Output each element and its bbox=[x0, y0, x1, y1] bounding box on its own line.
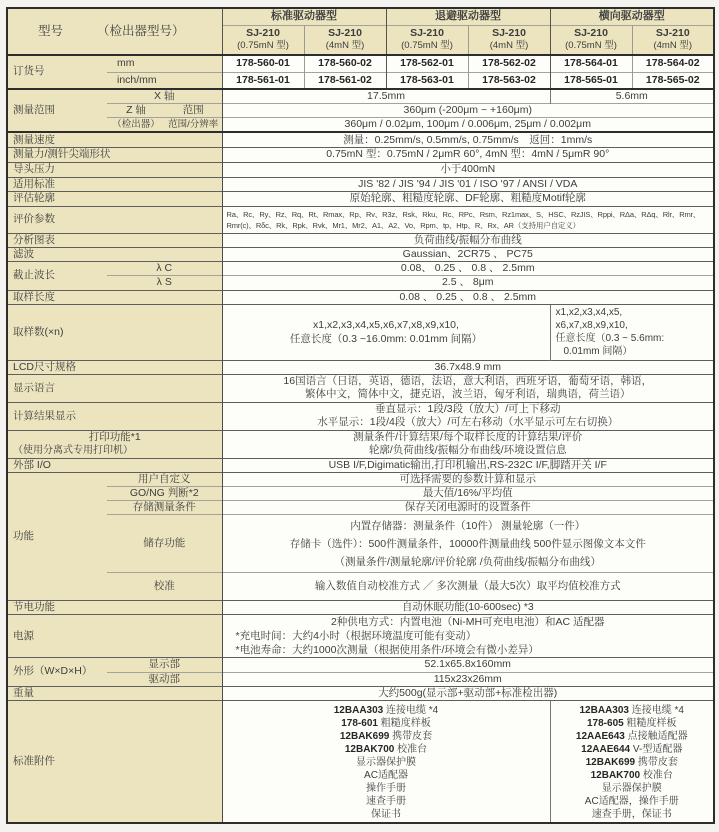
accessory-item bbox=[554, 795, 711, 808]
row-power bbox=[7, 615, 714, 658]
row-function-custom bbox=[7, 472, 714, 486]
sampling-number-trans-line3: 任意长度（0.3 ~ 5.6mm: bbox=[555, 333, 665, 345]
row-range-z-res bbox=[7, 118, 714, 133]
sampling-number-trans-line4: 0.01mm 间隔） bbox=[563, 346, 633, 358]
printing-value bbox=[222, 430, 714, 458]
order-label: 订货号 bbox=[7, 55, 107, 89]
sampling-number-trans-line1: x1,x2,x3,x4,x5, bbox=[555, 307, 623, 319]
accessory-item bbox=[226, 717, 547, 730]
speed-value: 测量：0.25mm/s, 0.5mm/s, 0.75mm/s 返回：1mm/s bbox=[222, 132, 714, 147]
model-name: SJ-210 bbox=[410, 27, 444, 40]
speed-label: 测量速度 bbox=[7, 132, 222, 147]
order-code: 178-561-01 bbox=[222, 72, 304, 89]
row-weight bbox=[7, 686, 714, 700]
weight-value: 大约500g(显示部+驱动部+标准检出器) bbox=[222, 686, 714, 700]
order-code: 178-560-02 bbox=[304, 55, 386, 72]
row-profiles bbox=[7, 192, 714, 207]
dimensions-label: 外形（W×D×H） bbox=[7, 658, 107, 686]
languages-value bbox=[222, 374, 714, 402]
model-name: SJ-210 bbox=[574, 27, 608, 40]
range-x-label: X 轴 bbox=[107, 89, 222, 104]
model-cell-3 bbox=[386, 25, 468, 55]
spec-table bbox=[6, 7, 715, 824]
sampling-number-trans-line2: x6,x7,x8,x9,x10, bbox=[555, 320, 628, 332]
function-storage-value bbox=[222, 515, 714, 573]
accessory-item bbox=[226, 730, 547, 743]
accessory-name: 连接电缆 *4 bbox=[386, 705, 439, 716]
group-standard-drive: 标准驱动器型 bbox=[222, 8, 386, 25]
accessory-name: 保证书 bbox=[371, 809, 401, 820]
sampling-number-std-line2: 任意长度（0.3 ~16.0mm: 0.01mm 间隔） bbox=[289, 333, 483, 346]
result-display-line2: 水平显示：1段/4段（放大）/可左右移动（水平显示可左右切换） bbox=[317, 416, 619, 429]
model-type: (4mN 型) bbox=[325, 40, 365, 52]
parameters-line1: Ra、Rc、Ry、Rz、Rq、Rt、Rmax、Rp、Rv、R3z、Rsk、Rku、Rc、RPc、Rsm、Rz1max、S、HSC、RzJIS、Rppi、RΔa、RΔq、Rlr、Rmr、 bbox=[226, 210, 701, 219]
model-name: SJ-210 bbox=[246, 27, 280, 40]
row-sampling-number bbox=[7, 304, 714, 360]
storage-line1: 内置存储器：测量条件（10件） 测量轮廓（一件） bbox=[350, 519, 586, 532]
accessory-item bbox=[554, 808, 711, 821]
row-function-calibration bbox=[7, 573, 714, 601]
order-code: 178-564-01 bbox=[550, 55, 632, 72]
force-label: 测量力/测针尖端形状 bbox=[7, 147, 222, 162]
row-result-display bbox=[7, 402, 714, 430]
order-code: 178-563-02 bbox=[468, 72, 550, 89]
function-storage-label: 储存功能 bbox=[107, 515, 222, 573]
row-range-x bbox=[7, 89, 714, 104]
profiles-label: 评估轮廓 bbox=[7, 192, 222, 207]
accessory-item bbox=[554, 769, 711, 782]
cutoff-lc-label: λ C bbox=[107, 262, 222, 276]
model-type: (0.75mN 型) bbox=[401, 40, 453, 52]
function-calibration-label: 校准 bbox=[107, 573, 222, 601]
row-parameters bbox=[7, 207, 714, 234]
filter-value: Gaussian、2CR75 、 PC75 bbox=[222, 248, 714, 262]
accessories-std bbox=[222, 700, 550, 823]
analysis-value: 负荷曲线/振幅分布曲线 bbox=[222, 234, 714, 248]
range-z-range-label: 范围 bbox=[165, 104, 222, 118]
filter-label: 滤波 bbox=[7, 248, 222, 262]
accessory-item bbox=[554, 704, 711, 717]
row-analysis bbox=[7, 234, 714, 248]
accessory-name: 操作手册 bbox=[366, 783, 406, 794]
printing-line2: 轮廓/负荷曲线/振幅分布曲线/环境设置信息 bbox=[368, 444, 567, 457]
languages-line2: 繁体中文，简体中文，捷克语，波兰语，匈牙利语，瑞典语，荷兰语） bbox=[305, 388, 631, 401]
order-code: 178-560-01 bbox=[222, 55, 304, 72]
function-custom-label: 用户自定义 bbox=[107, 472, 222, 486]
profiles-value: 原始轮廓、粗糙度轮廓、DF轮廓、粗糙度Motif轮廓 bbox=[222, 192, 714, 207]
result-display-value bbox=[222, 402, 714, 430]
row-speed bbox=[7, 132, 714, 147]
result-display-line1: 垂直显示：1段/3段（放大）/可上下移动 bbox=[374, 402, 561, 415]
accessory-item bbox=[226, 782, 547, 795]
row-printing bbox=[7, 430, 714, 458]
printing-label-line2: （使用分离式专用打印机） bbox=[13, 445, 133, 457]
accessory-code: 12AAE643 bbox=[575, 731, 625, 742]
row-power-saving bbox=[7, 601, 714, 615]
accessory-item bbox=[554, 756, 711, 769]
power-line2: *充电时间：大约4小时（根据环境温度可能有变动） bbox=[235, 630, 477, 643]
row-range-z bbox=[7, 104, 714, 118]
cutoff-ls-label: λ S bbox=[107, 276, 222, 290]
row-function-storage bbox=[7, 515, 714, 573]
range-x-trans-value: 5.6mm bbox=[550, 89, 714, 104]
power-label: 电源 bbox=[7, 615, 222, 658]
accessory-name: 粗糙度样板 bbox=[380, 718, 431, 729]
printing-label-line1: 打印功能*1 bbox=[88, 431, 141, 444]
accessory-code: 178-601 bbox=[341, 718, 378, 729]
model-type: (4mN 型) bbox=[653, 40, 693, 52]
skid-force-label: 导头压力 bbox=[7, 162, 222, 177]
order-code: 178-565-02 bbox=[632, 72, 714, 89]
accessory-code: 12BAK699 bbox=[585, 757, 636, 768]
accessory-name: 点接触适配器 bbox=[627, 731, 688, 742]
accessories-trans bbox=[550, 700, 714, 823]
dimensions-drive-label: 驱动部 bbox=[107, 672, 222, 686]
cutoff-lc-value: 0.08、 0.25 、 0.8 、 2.5mm bbox=[222, 262, 714, 276]
accessory-item bbox=[554, 730, 711, 743]
function-gong-value: 最大值/16%/平均值 bbox=[222, 487, 714, 501]
sampling-length-label: 取样长度 bbox=[7, 290, 222, 304]
accessory-item bbox=[226, 808, 547, 821]
accessory-name: 粗糙度样板 bbox=[626, 718, 677, 729]
standards-label: 适用标准 bbox=[7, 177, 222, 191]
order-code: 178-561-02 bbox=[304, 72, 386, 89]
printing-line1: 测量条件/计算结果/每个取样长度的计算结果/评价 bbox=[353, 430, 583, 443]
accessory-item bbox=[226, 756, 547, 769]
power-line3: *电池寿命：大约1000次测量（根据使用条件/环境会有微小差异） bbox=[235, 644, 539, 657]
row-sampling-length bbox=[7, 290, 714, 304]
languages-line1: 16国语言（日语，英语，德语，法语，意大利语，西班牙语，葡萄牙语，韩语， bbox=[283, 374, 653, 387]
functions-label: 功能 bbox=[7, 472, 107, 600]
cutoff-ls-value: 2.5 、 8μm bbox=[222, 276, 714, 290]
range-z-label: Z 轴 bbox=[107, 104, 165, 118]
sampling-number-std-line1: x1,x2,x3,x4,x5,x6,x7,x8,x9,x10, bbox=[313, 319, 459, 332]
row-accessories bbox=[7, 700, 714, 823]
model-cell-4 bbox=[468, 25, 550, 55]
range-detector-label: （检出器） bbox=[107, 118, 165, 133]
lcd-label: LCD尺寸规格 bbox=[7, 360, 222, 374]
lcd-value: 36.7x48.9 mm bbox=[222, 360, 714, 374]
order-code: 178-562-02 bbox=[468, 55, 550, 72]
power-saving-label: 节电功能 bbox=[7, 601, 222, 615]
accessory-code: 12BAK700 bbox=[344, 744, 395, 755]
row-force bbox=[7, 147, 714, 162]
power-value bbox=[222, 615, 714, 658]
range-z-res-label: 范围/分辨率 bbox=[165, 118, 222, 133]
detector-label: （检出器型号） bbox=[97, 23, 185, 38]
model-type: (0.75mN 型) bbox=[237, 40, 289, 52]
header-group-row bbox=[7, 8, 714, 25]
accessory-item bbox=[554, 782, 711, 795]
parameters-line2: Rmr(c)、Rδc、Rk、Rpk、Rvk、Mr1、Mr2、A1、A2、Vo、Rpm、tp、Htp、R、Rx、AR（支持用户自定义） bbox=[226, 221, 580, 230]
row-cutoff-lc bbox=[7, 262, 714, 276]
accessory-code: 12BAK699 bbox=[339, 731, 390, 742]
external-io-label: 外部 I/O bbox=[7, 458, 222, 472]
row-function-store-cond bbox=[7, 501, 714, 515]
model-name: SJ-210 bbox=[655, 27, 690, 40]
group-transverse-drive: 横向驱动器型 bbox=[550, 8, 714, 25]
accessory-item bbox=[226, 769, 547, 782]
sampling-number-std bbox=[222, 304, 550, 360]
accessory-name: AC适配器，操作手册 bbox=[584, 796, 679, 807]
force-value: 0.75mN 型：0.75mN / 2μmR 60°, 4mN 型：4mN / 5μmR 90° bbox=[222, 147, 714, 162]
accessory-name: 校准台 bbox=[397, 744, 428, 755]
range-z-res-value: 360μm / 0.02μm, 100μm / 0.006μm, 25μm / 0.002μm bbox=[222, 118, 714, 133]
order-code: 178-564-02 bbox=[632, 55, 714, 72]
external-io-value: USB I/F,Digimatic输出,打印机输出,RS-232C I/F,脚踏开关 I/F bbox=[222, 458, 714, 472]
sampling-number-label: 取样数(×n) bbox=[7, 304, 222, 360]
accessory-name: 显示器保护膜 bbox=[356, 757, 416, 768]
row-languages bbox=[7, 374, 714, 402]
sampling-number-trans bbox=[550, 304, 714, 360]
model-name: SJ-210 bbox=[492, 27, 526, 40]
parameters-value bbox=[222, 207, 714, 234]
accessory-item bbox=[226, 704, 547, 717]
row-function-gong bbox=[7, 487, 714, 501]
model-corner-cell bbox=[7, 8, 222, 55]
function-store-cond-value: 保存关闭电源时的设置条件 bbox=[222, 501, 714, 515]
order-unit-inch: inch/mm bbox=[107, 72, 222, 89]
row-order-inch bbox=[7, 72, 714, 89]
function-calibration-value: 输入数值自动校准方式 ／ 多次测量（最大5次）取平均值校准方式 bbox=[222, 573, 714, 601]
model-cell-5 bbox=[550, 25, 632, 55]
row-order-mm bbox=[7, 55, 714, 72]
range-label: 测量范围 bbox=[7, 89, 107, 132]
accessory-item bbox=[226, 795, 547, 808]
range-x-std-value: 17.5mm bbox=[222, 89, 550, 104]
row-filter bbox=[7, 248, 714, 262]
model-type: (0.75mN 型) bbox=[565, 40, 617, 52]
accessory-name: AC适配器 bbox=[364, 770, 408, 781]
accessory-name: 显示器保护膜 bbox=[601, 783, 662, 794]
function-store-cond-label: 存储测量条件 bbox=[107, 501, 222, 515]
range-z-range-value: 360μm (-200μm ~ +160μm) bbox=[222, 104, 714, 118]
accessory-code: 178-605 bbox=[587, 718, 624, 729]
accessory-name: 连接电缆 *4 bbox=[631, 705, 684, 716]
row-lcd bbox=[7, 360, 714, 374]
accessory-code: 12BAK700 bbox=[590, 770, 641, 781]
group-retract-drive: 退避驱动器型 bbox=[386, 8, 550, 25]
row-standards bbox=[7, 177, 714, 191]
accessory-name: 携带皮套 bbox=[392, 731, 433, 742]
order-unit-mm: mm bbox=[107, 55, 222, 72]
row-external-io bbox=[7, 458, 714, 472]
dimensions-display-label: 显示部 bbox=[107, 658, 222, 672]
storage-line2: 存储卡（选件）：500件测量条件，10000件测量曲线 500件显示图像文本文件 bbox=[289, 537, 646, 550]
model-cell-6 bbox=[632, 25, 714, 55]
accessory-name: 速查手册，保证书 bbox=[591, 809, 672, 820]
languages-label: 显示语言 bbox=[7, 374, 222, 402]
model-cell-1 bbox=[222, 25, 304, 55]
model-type: (4mN 型) bbox=[489, 40, 529, 52]
sampling-length-value: 0.08 、 0.25 、 0.8 、 2.5mm bbox=[222, 290, 714, 304]
parameters-label: 评价参数 bbox=[7, 207, 222, 234]
accessory-code: 12BAA303 bbox=[333, 705, 384, 716]
cutoff-label: 截止波长 bbox=[7, 262, 107, 290]
printing-label bbox=[7, 430, 222, 458]
weight-label: 重量 bbox=[7, 686, 222, 700]
row-skid-force bbox=[7, 162, 714, 177]
accessory-code: 12AAE644 bbox=[581, 744, 631, 755]
accessory-item bbox=[226, 743, 547, 756]
row-dimensions-drive bbox=[7, 672, 714, 686]
accessory-name: 携带皮套 bbox=[637, 757, 678, 768]
standards-value: JIS '82 / JIS '94 / JIS '01 / ISO '97 / ANSI / VDA bbox=[222, 177, 714, 191]
power-saving-value: 自动休眠功能(10-600sec) *3 bbox=[222, 601, 714, 615]
function-gong-label: GO/NG 判断*2 bbox=[107, 487, 222, 501]
skid-force-value: 小于400mN bbox=[222, 162, 714, 177]
function-custom-value: 可选择需要的参数计算和显示 bbox=[222, 472, 714, 486]
order-code: 178-563-01 bbox=[386, 72, 468, 89]
accessories-label: 标准附件 bbox=[7, 700, 222, 823]
row-dimensions-display bbox=[7, 658, 714, 672]
accessory-name: 校准台 bbox=[642, 770, 673, 781]
accessory-code: 12BAA303 bbox=[579, 705, 629, 716]
accessory-item bbox=[554, 717, 711, 730]
dimensions-drive-value: 115x23x26mm bbox=[222, 672, 714, 686]
row-cutoff-ls bbox=[7, 276, 714, 290]
storage-line3: （测量条件/测量轮廓/评价轮廓 /负荷曲线/振幅分布曲线） bbox=[334, 555, 602, 568]
accessory-item bbox=[554, 743, 711, 756]
model-cell-2 bbox=[304, 25, 386, 55]
accessory-name: V-型适配器 bbox=[632, 744, 683, 755]
order-code: 178-565-01 bbox=[550, 72, 632, 89]
power-line1: 2种供电方式：内置电池（Ni-MH可充电电池）和AC 适配器 bbox=[330, 616, 605, 629]
analysis-label: 分析图表 bbox=[7, 234, 222, 248]
accessory-name: 速查手册 bbox=[366, 796, 406, 807]
order-code: 178-562-01 bbox=[386, 55, 468, 72]
model-label: 型号 bbox=[38, 23, 64, 38]
result-display-label: 计算结果显示 bbox=[7, 402, 222, 430]
model-name: SJ-210 bbox=[328, 27, 362, 40]
dimensions-display-value: 52.1x65.8x160mm bbox=[222, 658, 714, 672]
